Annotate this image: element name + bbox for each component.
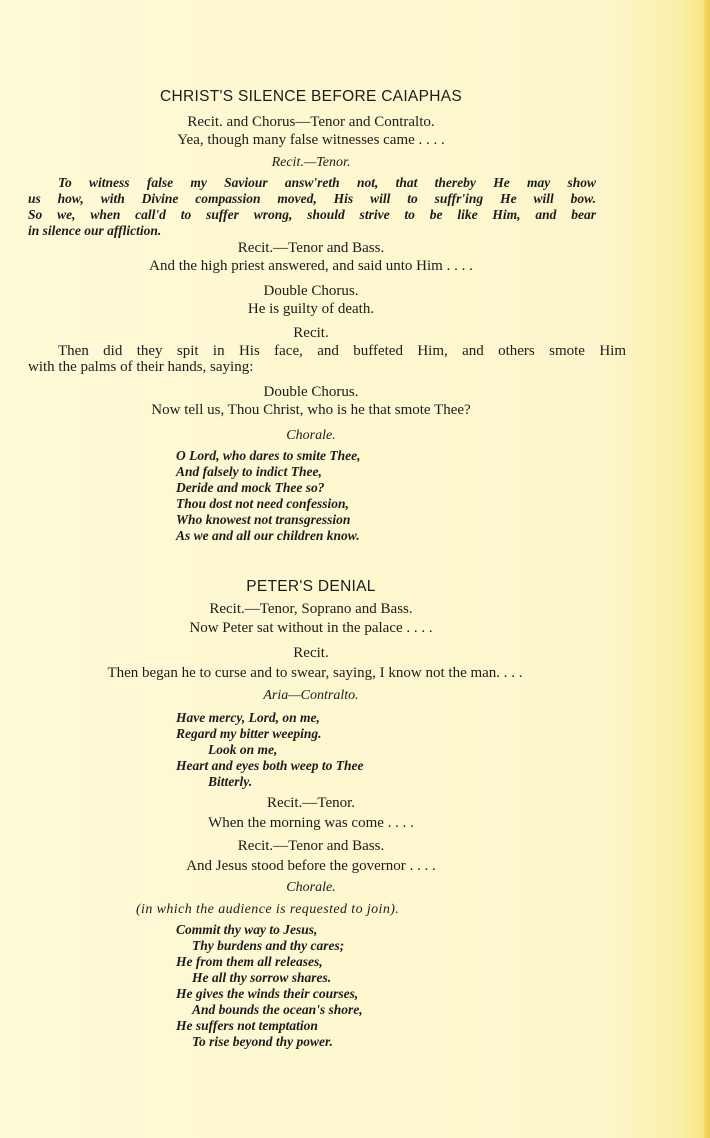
recit-text: Then began he to curse and to swear, saying, I know not the man. . . .: [107, 665, 523, 681]
chorale-line: Deride and mock Thee so?: [176, 480, 325, 495]
recit-label: Recit.: [293, 325, 329, 341]
aria-line: Heart and eyes both weep to Thee: [176, 758, 364, 773]
recit-text: And Jesus stood before the governor . . . .: [186, 858, 436, 874]
recit-label: Recit.: [293, 645, 329, 661]
aria-label: Aria—Contralto.: [263, 688, 359, 703]
chorale-label: Chorale.: [286, 880, 336, 895]
chorale-label: Chorale.: [286, 428, 336, 443]
recit-text: Yea, though many false witnesses came . . . .: [177, 132, 445, 148]
recit-verse-line: So we, when call'd to suffer wrong, should strive to be like Him, and bear: [28, 207, 596, 222]
recit-prose-line: with the palms of their hands, saying:: [28, 359, 254, 375]
recit-label: Recit.—Tenor and Bass.: [237, 240, 385, 256]
recit-prose-line: Then did they spit in His face, and buffeted Him, and others smote Him: [58, 343, 626, 359]
recit-label: Recit. and Chorus—Tenor and Contralto.: [187, 114, 435, 130]
chorus-text: Now tell us, Thou Christ, who is he that smote Thee?: [151, 402, 471, 418]
page-edge: [704, 0, 710, 1138]
recit-text: Now Peter sat without in the palace . . . .: [189, 620, 433, 636]
chorus-text: He is guilty of death.: [247, 301, 375, 317]
recit-verse-line: us how, with Divine compassion moved, His will to suffr'ing He will bow.: [28, 191, 596, 206]
chorus-label: Double Chorus.: [263, 384, 359, 400]
chorale-line: Commit thy way to Jesus,: [176, 922, 318, 937]
chorale-line: He from them all releases,: [176, 954, 323, 969]
chorale-note: (in which the audience is requested to join).: [136, 902, 400, 917]
aria-line: Have mercy, Lord, on me,: [176, 710, 320, 725]
aria-line: Regard my bitter weeping.: [176, 726, 322, 741]
recit-text: And the high priest answered, and said unto Him . . . .: [149, 258, 473, 274]
chorale-line: To rise beyond thy power.: [192, 1034, 333, 1049]
recit-label: Recit.—Tenor.: [271, 155, 351, 170]
chorale-line: He all thy sorrow shares.: [192, 970, 332, 985]
chorale-line: Who knowest not transgression: [176, 512, 351, 527]
recit-verse-line: in silence our affliction.: [28, 223, 162, 238]
aria-line: Look on me,: [208, 742, 278, 757]
aria-line: Bitterly.: [208, 774, 253, 789]
recit-label: Recit.—Tenor.: [266, 795, 356, 811]
chorale-line: Thou dost not need confession,: [176, 496, 349, 511]
chorale-line: He suffers not temptation: [176, 1018, 318, 1033]
recit-text: When the morning was come . . . .: [208, 815, 414, 831]
recit-label: Recit.—Tenor, Soprano and Bass.: [209, 601, 413, 617]
chorale-line: He gives the winds their courses,: [176, 986, 359, 1001]
chorale-line: Thy burdens and thy cares;: [192, 938, 345, 953]
recit-label: Recit.—Tenor and Bass.: [237, 838, 385, 854]
chorale-line: O Lord, who dares to smite Thee,: [176, 448, 361, 463]
recit-verse-line: To witness false my Saviour answ'reth not, that thereby He may show: [58, 175, 596, 190]
chorale-line: And bounds the ocean's shore,: [192, 1002, 363, 1017]
chorus-label: Double Chorus.: [263, 283, 359, 299]
chorale-line: And falsely to indict Thee,: [176, 464, 322, 479]
section-title-caiaphas: CHRIST'S SILENCE BEFORE CAIAPHAS: [160, 88, 462, 105]
chorale-line: As we and all our children know.: [176, 528, 360, 543]
section-title-peters-denial: PETER'S DENIAL: [246, 578, 376, 595]
